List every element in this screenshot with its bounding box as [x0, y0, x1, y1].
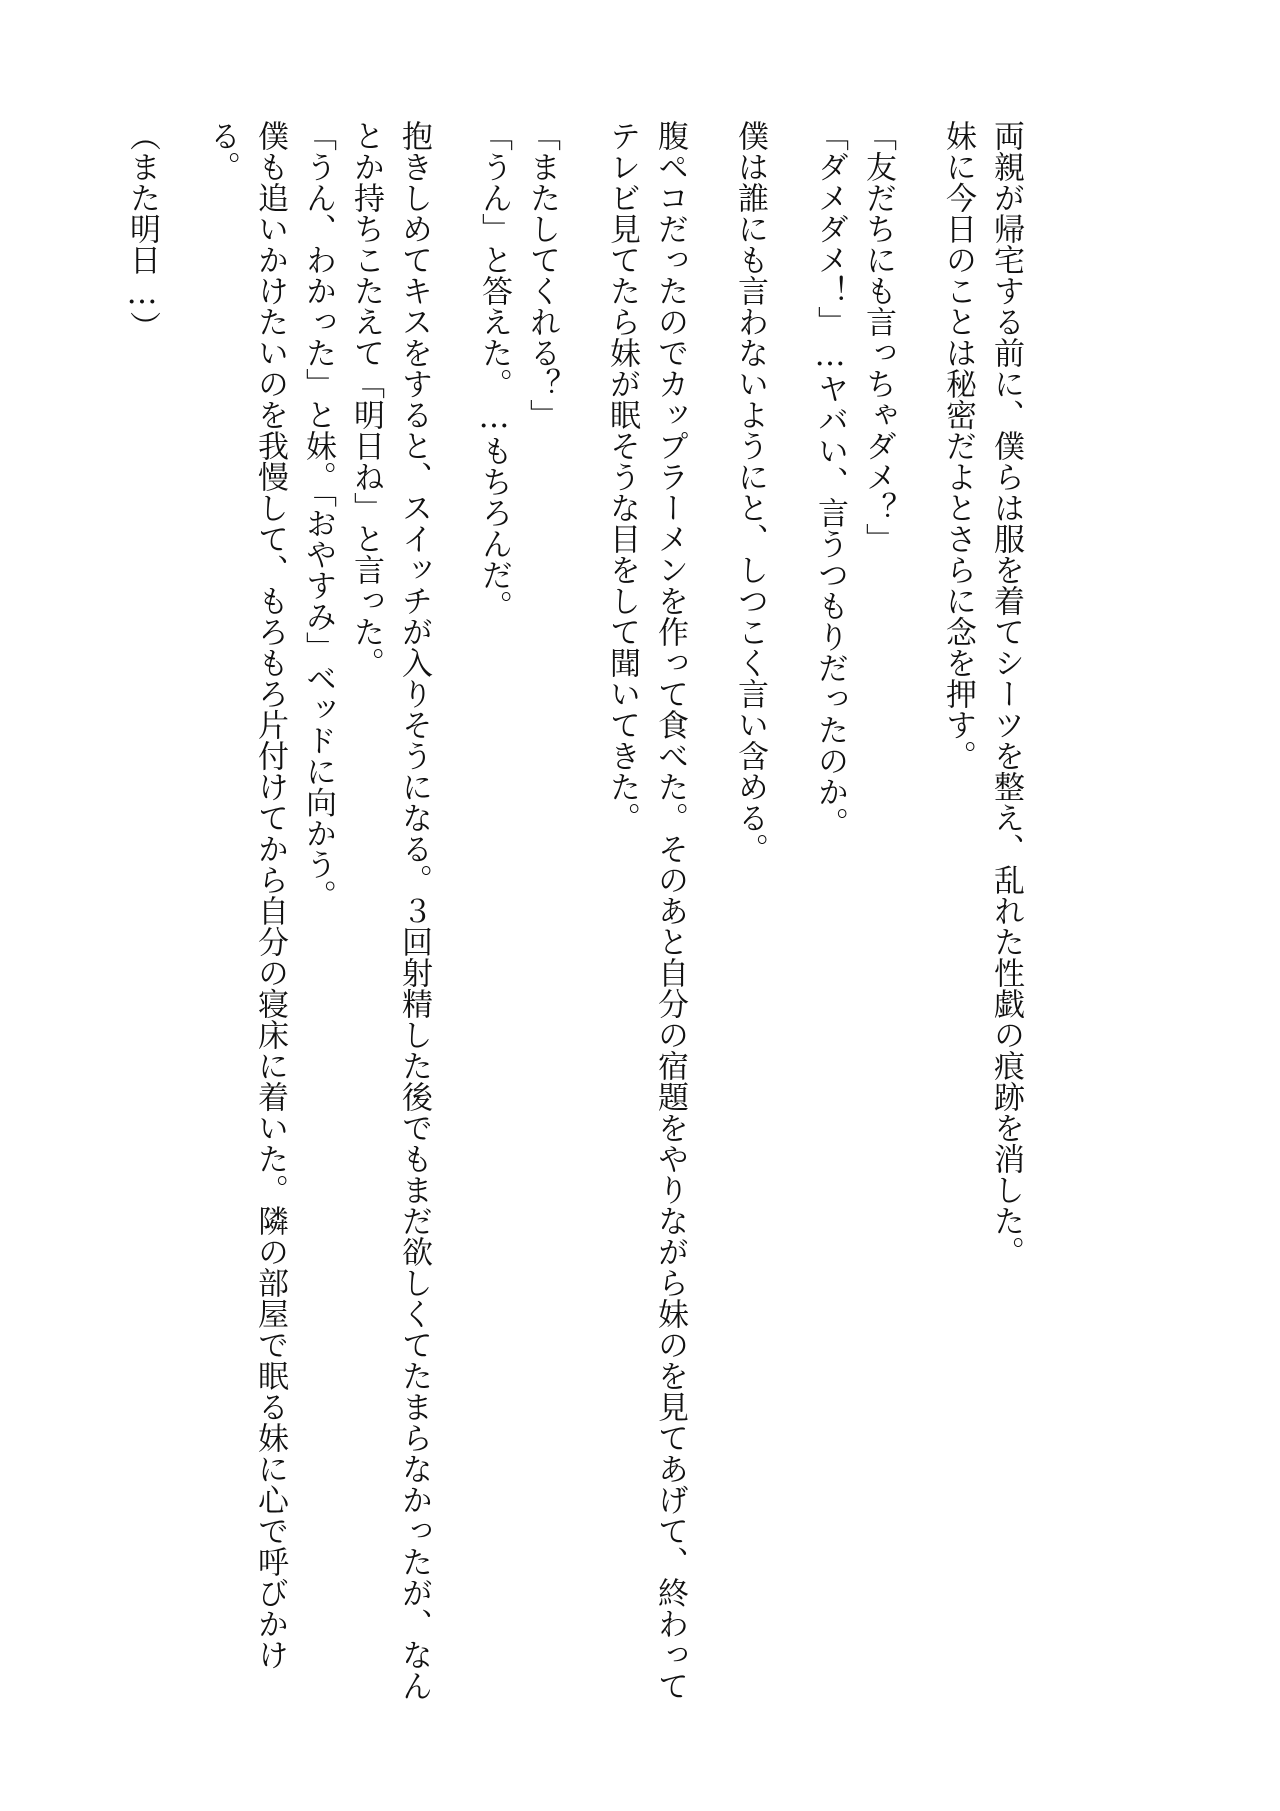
text-line: とか持ちこたえて「明日ね」と言った。 [348, 120, 384, 678]
text-line: 両親が帰宅する前に、僕らは服を着てシーツを整え、乱れた性戯の痕跡を消した。 [988, 120, 1024, 1267]
text-line: （また明日…） [124, 120, 160, 342]
paragraph-gap [774, 120, 806, 121]
text-line: テレビ見てたら妹が眠そうな目をして聞いてきた。 [604, 120, 640, 833]
text-line: 抱きしめてキスをすると、スイッチが入りそうになる。３回射精した後でもまだ欲しくてたまらなかったが、なん [396, 120, 432, 1701]
text-line: る。 [204, 120, 240, 182]
text-line: 妹に今日のことは秘密だよとさらに念を押す。 [940, 120, 976, 771]
paragraph-gap [166, 120, 198, 121]
text-line: 「うん、わかった」と妹。「おやすみ」ベッドに向かう。 [300, 120, 336, 911]
text-line: 僕は誰にも言わないようにと、しつこく言い含める。 [732, 120, 768, 864]
text-line: 「またしてくれる？」 [524, 120, 560, 430]
paragraph-gap [566, 120, 598, 121]
text-line: 僕も追いかけたいのを我慢して、もろもろ片付けてから自分の寝床に着いた。隣の部屋で眠る妹に心で呼びかけ [252, 120, 288, 1670]
paragraph-gap [694, 120, 726, 121]
paragraph-gap [902, 120, 934, 121]
text-line: 「友だちにも言っちゃダメ？」 [860, 120, 896, 554]
text-line: 腹ペコだったのでカップラーメンを作って食べた。そのあと自分の宿題をやりながら妹のを見てあげて、終わって [652, 120, 688, 1701]
text-line: 「ダメダメ！」…ヤバい、言うつもりだったのか。 [812, 120, 848, 838]
vertical-text-block [118, 120, 1030, 1701]
paragraph-gap [438, 120, 470, 121]
text-line: 「うん」と答えた。…もちろんだ。 [476, 120, 512, 621]
